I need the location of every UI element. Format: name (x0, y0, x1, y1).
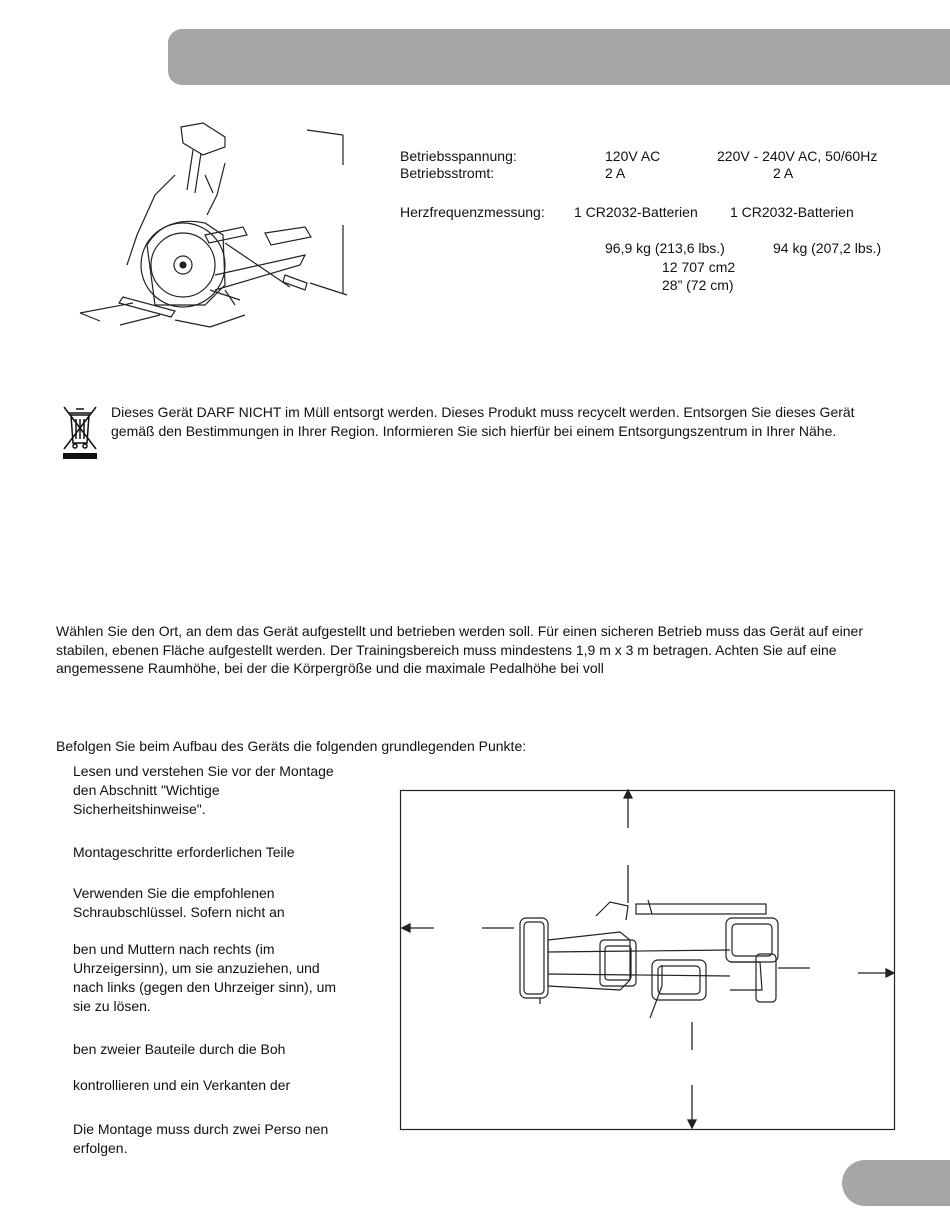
location-paragraph: Wählen Sie den Ort, an dem das Gerät aufgestellt und betrieben werden soll. Für einen sicheren Betrieb muss das Gerät auf einer stabilen, ebenen Fläche aufgestellt werden. Der Trainingsbereich muss mindestens 1,9 m x 3 m betragen. Achten Sie auf eine angemessene Raumhöhe, bei der die Körpergröße und die maximale Pedalhöhe bei voll (56, 623, 863, 676)
spec-voltage-eu: 220V - 240V AC, 50/60Hz (717, 148, 878, 164)
spec-hr-us: 1 CR2032-Batterien (574, 204, 698, 220)
crossed-out-wheelie-bin-icon (60, 403, 100, 461)
assembly-intro: Befolgen Sie beim Aufbau des Geräts die folgenden grundlegenden Punkte: (56, 738, 527, 754)
assembly-point-wrenches: Verwenden Sie die empfohlenen Schraubschlüssel. Sofern nicht an (73, 885, 285, 920)
spec-hr-label: Herzfrequenzmessung: (400, 204, 545, 220)
assembly-point-alignment: ben zweier Bauteile durch die Boh (73, 1041, 286, 1057)
header-bar (168, 29, 950, 85)
spec-hr-eu: 1 CR2032-Batterien (730, 204, 854, 220)
spec-stride: 28” (72 cm) (662, 277, 734, 293)
spec-current-label: Betriebsstromt: (400, 165, 495, 181)
spec-voltage-label: Betriebsspannung: (400, 148, 517, 164)
assembly-point-check: kontrollieren und ein Verkanten der (73, 1077, 291, 1093)
spec-voltage-us: 120V AC (605, 148, 661, 164)
assembly-point-bolts: ben und Muttern nach rechts (im Uhrzeigersinn), um sie anzuziehen, und nach links (gegen den Uhrzeiger sinn), um sie zu lösen. (73, 941, 337, 1014)
elliptical-trainer-illustration (75, 115, 355, 335)
assembly-point-read-manual: Lesen und verstehen Sie vor der Montage den Abschnitt "Wichtige Sicherheitshinweise". (73, 763, 334, 817)
assembly-point-parts: Montageschritte erforderlichen Teile (73, 844, 295, 860)
assembly-point-two-persons: Die Montage muss durch zwei Perso nen erfolgen. (73, 1121, 329, 1156)
spec-current-eu: 2 A (773, 165, 794, 181)
spec-current-us: 2 A (605, 165, 626, 181)
disposal-notice: Dieses Gerät DARF NICHT im Müll entsorgt werden. Dieses Produkt muss recycelt werden. Entsorgen Sie dieses Gerät gemäß den Bestimmungen in Ihrer Region. Informieren Sie sich hierfür bei einem Entsorgungszentrum in Ihrer Nähe. (111, 404, 855, 439)
elliptical-top-view-diagram (400, 790, 896, 1132)
spec-weight-eu: 94 kg (207,2 lbs.) (773, 240, 882, 256)
page-number-tab (842, 1160, 950, 1206)
spec-footprint: 12 707 cm2 (662, 259, 736, 275)
spec-weight-us: 96,9 kg (213,6 lbs.) (605, 240, 725, 256)
